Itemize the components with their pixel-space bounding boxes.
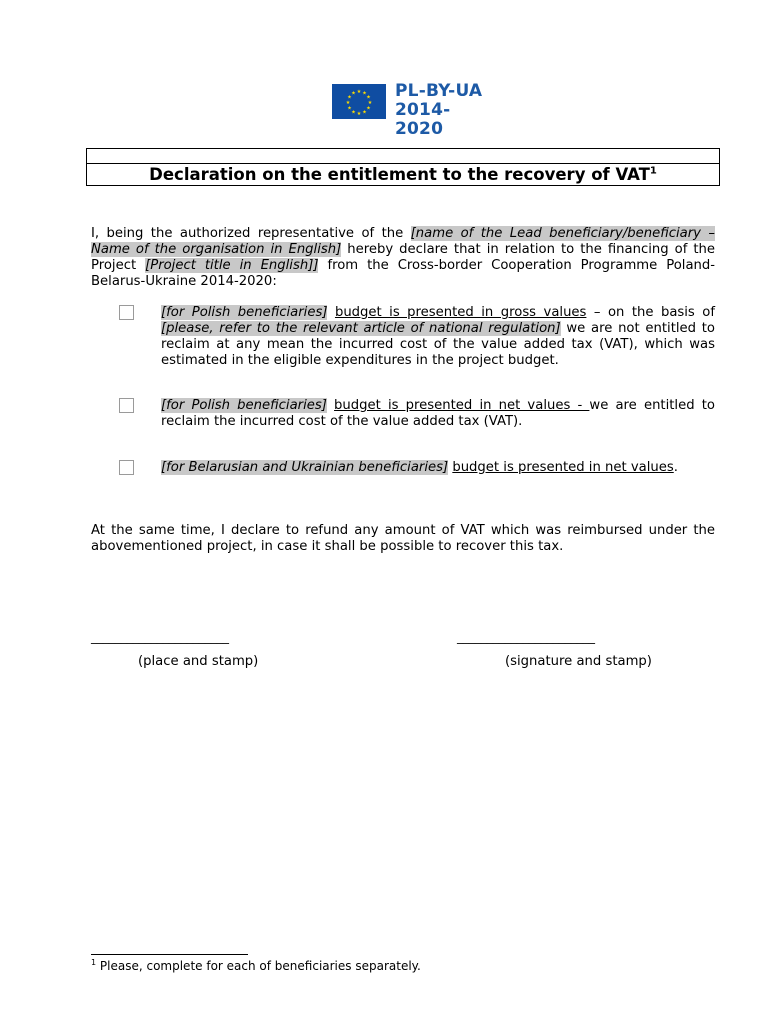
option-1-text-1: – on the basis of	[586, 305, 715, 320]
refund-paragraph: At the same time, I declare to refund any amount of VAT which was reimbursed under the abovementioned project, in case it shall be possible to recover this tax.	[91, 523, 715, 554]
signature-and-stamp-label: (signature and stamp)	[505, 654, 652, 669]
option-3-text: .	[673, 460, 678, 475]
logo-line-2: 2014-2020	[395, 100, 451, 139]
option-3-placeholder: [for Belarusian and Ukrainian beneficiaries]	[161, 460, 449, 475]
footnote	[91, 958, 421, 973]
footnote-separator	[91, 954, 248, 955]
title-table	[86, 148, 720, 186]
page-title	[87, 165, 719, 185]
intro-paragraph	[91, 226, 715, 290]
checkbox-gross-values[interactable]	[119, 305, 134, 320]
intro-text-1: I, being the authorized representative of the	[91, 226, 411, 241]
option-net-values-polish	[161, 398, 715, 430]
signature-line: _______________________	[457, 630, 595, 644]
place-signature-line: _______________________	[91, 630, 229, 644]
footnote-text: Please, complete for each of beneficiaries separately.	[96, 959, 421, 973]
lead-beneficiary-placeholder: [name of the Lead beneficiary/beneficiary – Name of the organisation in English]	[91, 226, 715, 257]
eu-flag-icon	[332, 84, 386, 119]
svg-text:★: ★	[347, 105, 352, 112]
option-1-text-2: we are not entitled to reclaim at any mean the incurred cost of the value added tax (VAT), which was estimated in the eligible expenditures in the project budget.	[161, 321, 715, 368]
programme-logo	[332, 81, 494, 139]
option-2-placeholder: [for Polish beneficiaries]	[161, 398, 327, 413]
logo-line-1: PL-BY-UA	[395, 81, 483, 101]
svg-text:★: ★	[362, 109, 367, 116]
svg-text:★: ★	[351, 90, 356, 97]
svg-text:★: ★	[366, 94, 371, 101]
page-title-text: Declaration on the entitlement to the recovery of VAT	[149, 165, 650, 184]
checkbox-net-values-polish[interactable]	[119, 398, 134, 413]
option-3-underlined: budget is presented in net values	[452, 460, 674, 475]
option-2-text: we are entitled to reclaim the incurred cost of the value added tax (VAT).	[161, 398, 715, 429]
logo-text	[395, 82, 494, 139]
project-title-placeholder: [Project title in English]]	[145, 258, 319, 273]
svg-text:★: ★	[366, 105, 371, 112]
option-1-placeholder: [for Polish beneficiaries]	[161, 305, 328, 320]
intro-text-2: hereby declare that in relation to the financing of the Project	[91, 242, 715, 273]
svg-text:★: ★	[356, 89, 362, 95]
option-net-values-by-ua	[161, 460, 715, 476]
svg-text:★: ★	[367, 100, 373, 106]
svg-text:★: ★	[351, 109, 356, 116]
svg-text:★: ★	[345, 100, 351, 106]
svg-text:★: ★	[362, 90, 367, 97]
option-2-underlined: budget is presented in net values -	[334, 398, 590, 413]
place-and-stamp-label: (place and stamp)	[138, 654, 259, 669]
title-footnote-mark: 1	[649, 165, 657, 177]
footnote-mark: 1	[91, 958, 97, 967]
svg-text:★: ★	[347, 94, 352, 101]
title-table-divider	[87, 163, 719, 164]
option-1-underlined: budget is presented in gross values	[334, 305, 587, 320]
option-1-regulation-placeholder: [please, refer to the relevant article of national regulation]	[161, 321, 561, 336]
checkbox-net-values-by-ua[interactable]	[119, 460, 134, 475]
svg-text:★: ★	[356, 111, 362, 117]
option-gross-values	[161, 305, 715, 369]
intro-text-3: from the Cross-border Cooperation Programme Poland-Belarus-Ukraine 2014-2020:	[91, 258, 716, 289]
